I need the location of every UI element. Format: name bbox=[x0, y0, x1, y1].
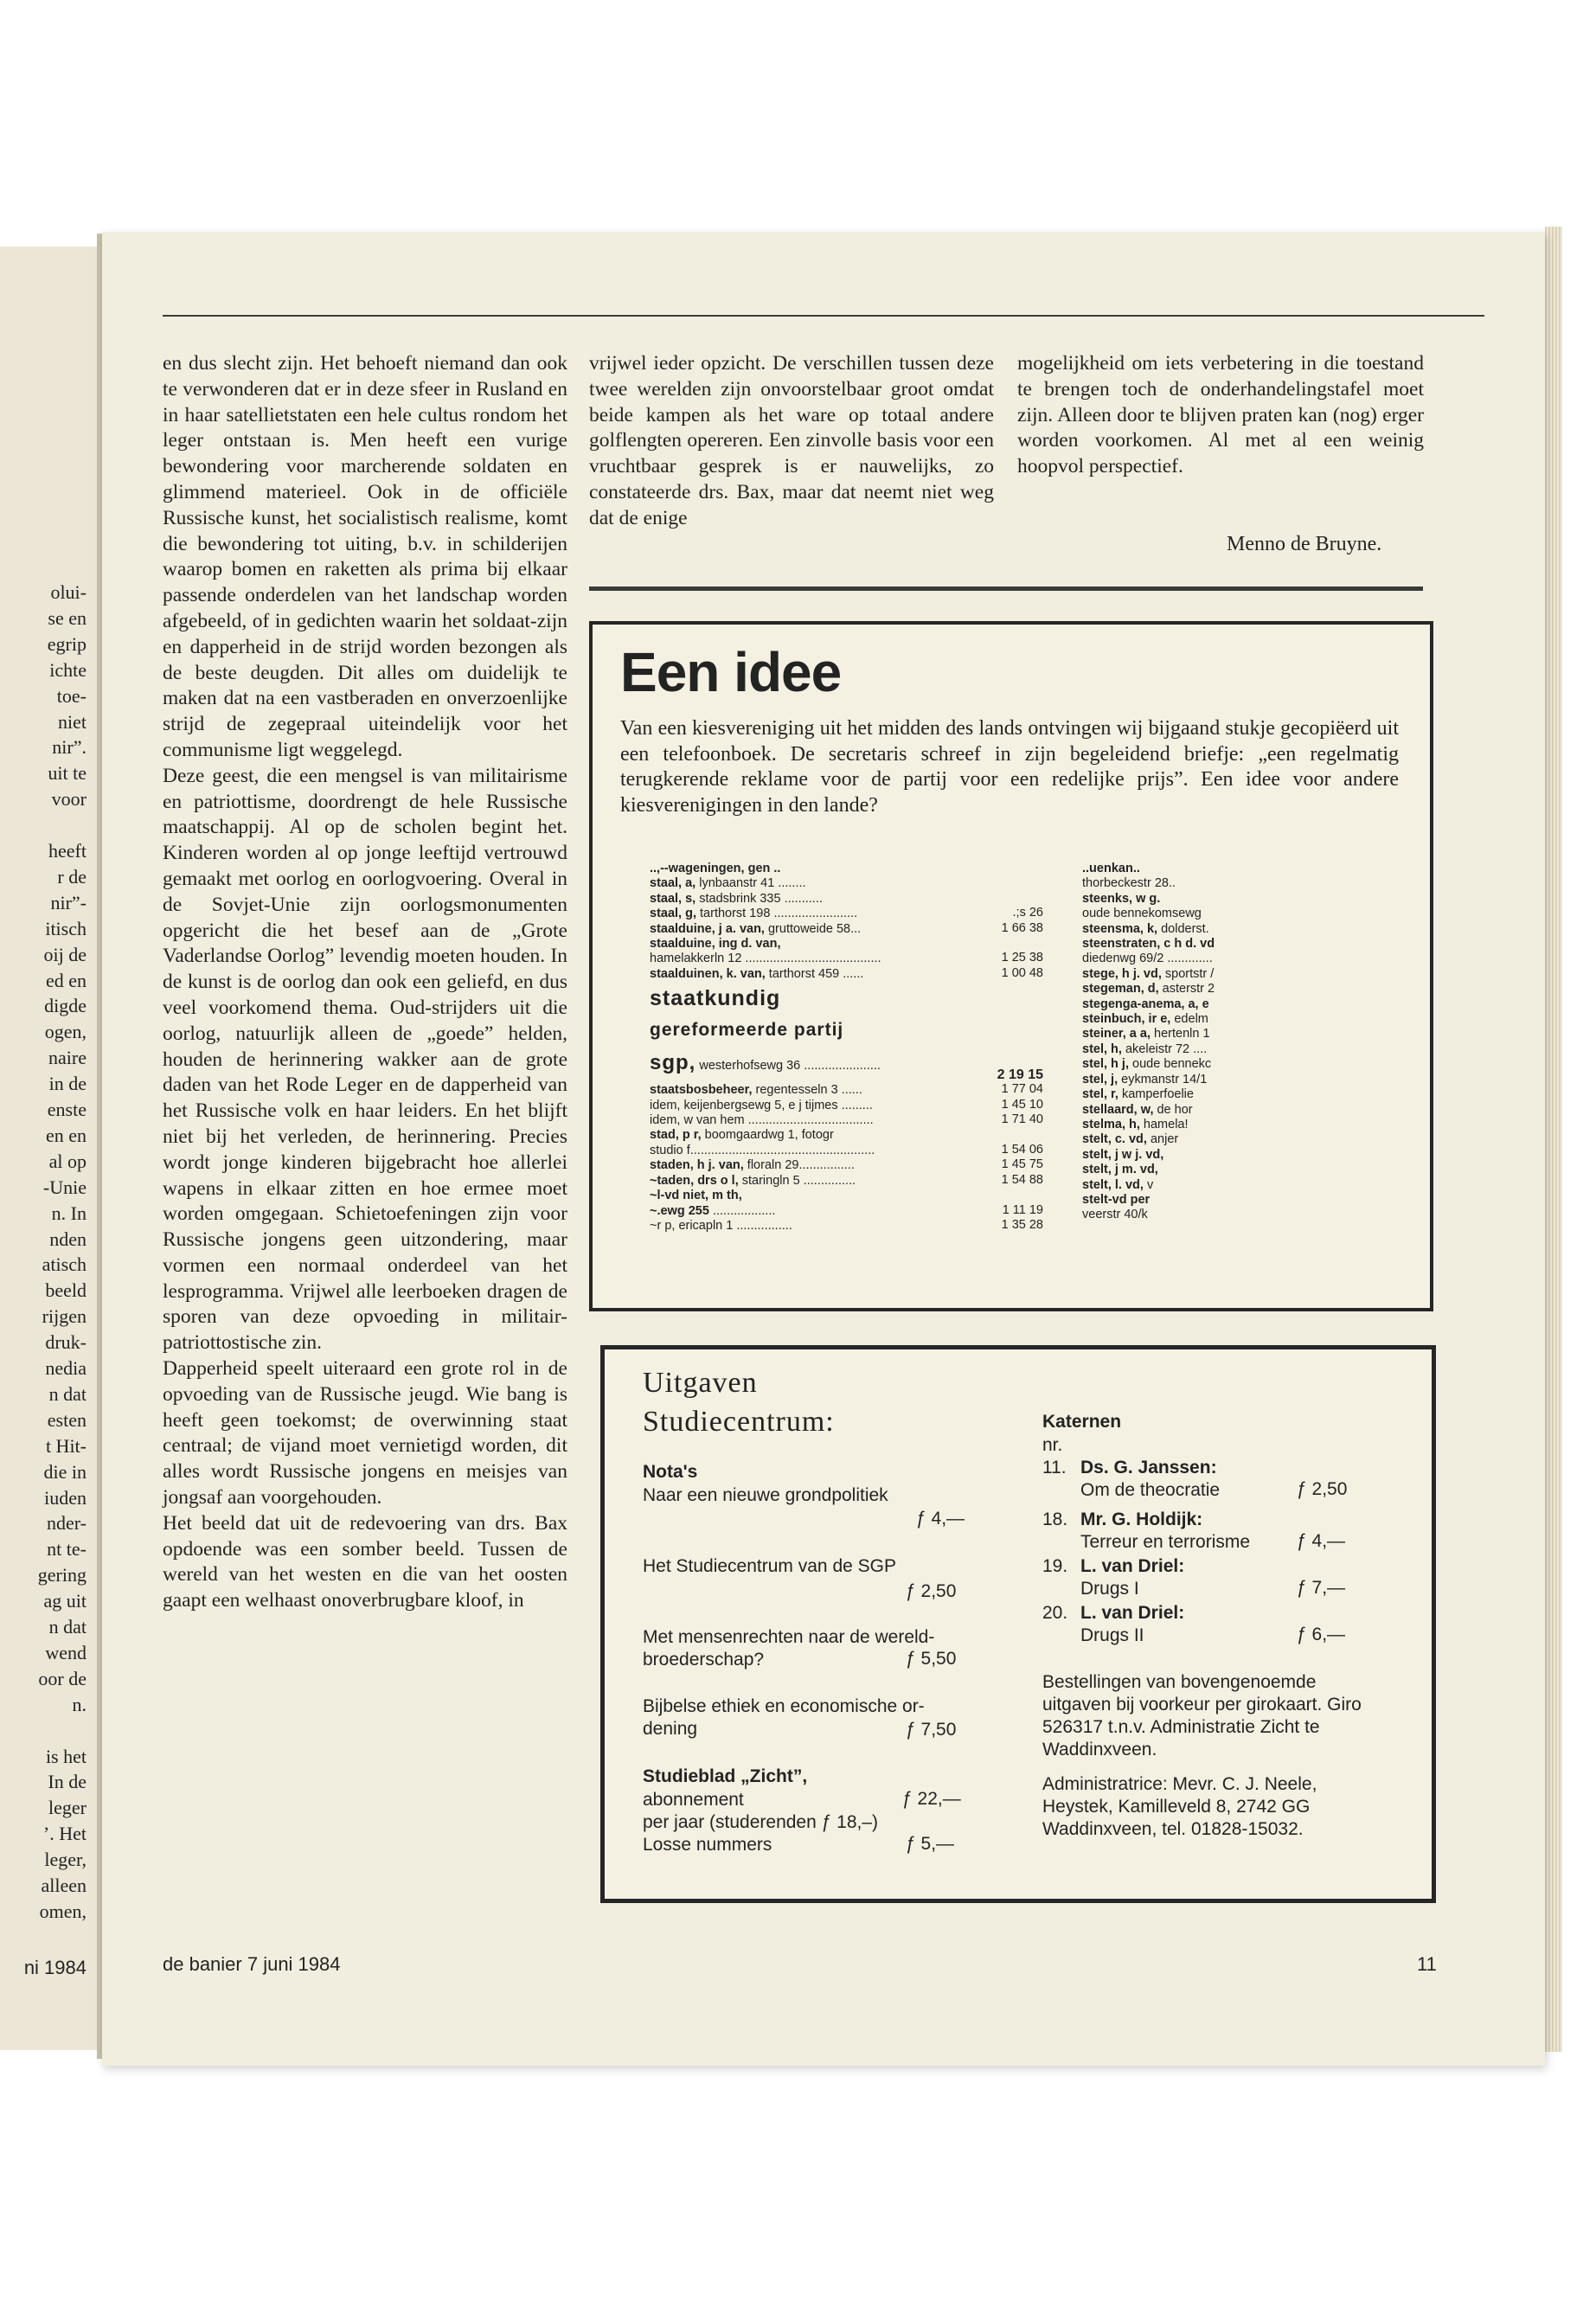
left-page-fragment: al op bbox=[48, 1150, 87, 1172]
left-page-fragment: oij de bbox=[43, 943, 87, 965]
left-page-fragment: se en bbox=[48, 606, 87, 629]
article-paragraph: Deze geest, die een mengsel is van militairisme en patriottisme, doordrengt de hele Russische maatschappij. Al op de scholen begint het. Kinderen worden al op jonge leeftijd vertrouwd gemaakt met oorlog en oorlogvoering. Overal in de Sovjet-Unie zijn oorlogsmonumenten opgericht die het besef aan de „Grote Vaderlandse Oorlog” levendig moeten houden. In de kunst is de oorlog dan ook een geliefd, en dus veel voorkomend thema. Oud-strijders uit die oorlog, natuurlijk alleen de „goede” helden, houden de herinnering wakker aan de grote daden van het Rode Leger en de dapperheid van het Russische volk en haar leiders. En het blijft niet bij het verleden, de herinnering. Precies wordt jonge kinderen bijgebracht hoe allerlei wapens in elkaar zitten en hoe ermee moet worden omgegaan. Schietoefeningen zijn voor Russische jongens geen uitzondering, maar vormen een normaal onderdeel van het lesprogramma. Vrijwel alle leerboeken dragen de sporen van deze opvoeding in militair-patriottostische zin. bbox=[163, 764, 567, 1355]
left-page-fragment: n. bbox=[72, 1693, 87, 1715]
top-rule bbox=[163, 315, 1484, 317]
katern-title: Drugs II bbox=[1080, 1625, 1144, 1645]
nota-title: Bijbelse ethiek en economische or- dening bbox=[643, 1696, 925, 1739]
katernen-nr-label: nr. bbox=[1042, 1435, 1063, 1455]
phonebook-number: 1 35 28 bbox=[1001, 1218, 1043, 1232]
left-page-fragment: niet bbox=[58, 710, 87, 733]
article-column-1 bbox=[163, 351, 567, 1614]
left-page-fragment: nir”- bbox=[50, 891, 87, 913]
phonebook-number: .;s 26 bbox=[1012, 906, 1043, 920]
phonebook-entry: staden, h j. van, floraln 29................ bbox=[650, 1158, 855, 1173]
katern-price: ƒ 6,— bbox=[1297, 1625, 1346, 1644]
studieblad-line: abonnement bbox=[643, 1790, 744, 1810]
left-page-fragment: uit te bbox=[48, 762, 87, 785]
nota-title: Het Studiecentrum van de SGP bbox=[643, 1556, 896, 1576]
uitgaven-box bbox=[600, 1345, 1436, 1903]
left-page-fragment: nder- bbox=[47, 1512, 87, 1535]
left-page-fragment: ’. Het bbox=[42, 1823, 87, 1845]
katern-number: 19. bbox=[1042, 1556, 1068, 1576]
phonebook-number: 1 00 48 bbox=[1001, 966, 1043, 980]
katern-number: 20. bbox=[1042, 1603, 1068, 1623]
left-page-fragment: die in bbox=[43, 1460, 87, 1483]
phonebook-entry: stelma, h, hamela! bbox=[1082, 1117, 1189, 1131]
left-page-fragment: nden bbox=[49, 1227, 87, 1250]
phonebook-number: 1 71 40 bbox=[1001, 1112, 1043, 1126]
phonebook-entry: steiner, a a, hertenln 1 bbox=[1082, 1027, 1210, 1042]
phonebook-entry: stellaard, w, de hor bbox=[1082, 1102, 1193, 1117]
phonebook-entry: stelt, j w j. vd, bbox=[1082, 1147, 1164, 1162]
phonebook-number: 2 19 15 bbox=[997, 1067, 1043, 1082]
phonebook-entry: stel, j, eykmanstr 14/1 bbox=[1082, 1072, 1208, 1086]
left-page-fragment: naire bbox=[48, 1047, 87, 1069]
left-page-fragment: rijgen bbox=[42, 1305, 87, 1328]
phonebook-entry: diedenwg 69/2 ............. bbox=[1082, 952, 1213, 966]
idee-body: Van een kiesvereniging uit het midden des lands ontvingen wij bijgaand stukje gecopiëerd uit een telefoonboek. De secretaris schreef in zijn begeleidend briefje: „een regelmatig terugkerende reklame voor de partij voor een redelijke prijs”. Een idee voor andere kiesverenigingen in den lande? bbox=[620, 717, 1399, 817]
idee-box bbox=[589, 621, 1433, 1311]
uitgaven-subtitle: Studiecentrum: bbox=[643, 1406, 835, 1438]
left-page-fragment: en en bbox=[45, 1124, 87, 1146]
phonebook-entry: steinbuch, ir e, edelm bbox=[1082, 1012, 1208, 1027]
katern-author: Ds. G. Janssen: bbox=[1080, 1458, 1217, 1477]
page-edges bbox=[1545, 227, 1562, 2052]
phonebook-entry: stel, h, akeleistr 72 .... bbox=[1082, 1042, 1208, 1056]
katern-author: Mr. G. Holdijk: bbox=[1080, 1509, 1203, 1529]
left-page-fragment: ed en bbox=[45, 969, 87, 991]
nota-price: ƒ 2,50 bbox=[906, 1581, 957, 1601]
left-page-fragment: esten bbox=[47, 1408, 87, 1431]
phonebook-entry: hamelakkerln 12 ....................................... bbox=[650, 952, 881, 966]
phonebook-right-column bbox=[1082, 862, 1281, 1223]
phonebook-entry: idem, keijenbergsewg 5, e j tijmes ......... bbox=[650, 1098, 873, 1112]
studieblad-heading: Studieblad „Zicht”, bbox=[643, 1766, 808, 1786]
left-page-fragment: leger bbox=[48, 1797, 87, 1819]
phonebook-entry: staatkundig bbox=[650, 986, 781, 1011]
bestellingen-text: Bestellingen van bovengenoemde uitgaven bij voorkeur per girokaart. Giro 526317 t.n.v. Administratie Zicht te Waddinxveen. bbox=[1042, 1672, 1362, 1759]
left-page-fragment: ichte bbox=[49, 658, 87, 681]
phonebook-number: 1 66 38 bbox=[1001, 921, 1043, 935]
article-column-2 bbox=[589, 351, 994, 532]
author-signature: Menno de Bruyne. bbox=[1227, 533, 1382, 555]
phonebook-entry: ..uenkan.. bbox=[1082, 862, 1140, 875]
phonebook-entry: idem, w van hem .................................... bbox=[650, 1113, 874, 1128]
katern-number: 18. bbox=[1042, 1509, 1068, 1529]
left-page-fragment: itisch bbox=[45, 917, 87, 939]
phonebook-entry: staal, a, lynbaanstr 41 ........ bbox=[650, 876, 806, 891]
phonebook-number: 1 25 38 bbox=[1001, 951, 1043, 965]
phonebook-entry: thorbeckestr 28.. bbox=[1082, 876, 1176, 891]
phonebook-clipping bbox=[650, 862, 1394, 1294]
left-page-fragment: alleen bbox=[41, 1875, 87, 1896]
phonebook-entry: staalduinen, k. van, tarthorst 459 ...... bbox=[650, 966, 864, 981]
magazine-page bbox=[102, 232, 1545, 2066]
phonebook-entry: stegenga-anema, a, e bbox=[1082, 997, 1209, 1011]
left-page-fragment: t Hit- bbox=[45, 1434, 87, 1457]
studieblad-line: Losse nummers bbox=[643, 1835, 772, 1855]
phonebook-entry: staalduine, j a. van, gruttoweide 58... bbox=[650, 921, 862, 936]
nota-price: ƒ 7,50 bbox=[906, 1720, 957, 1740]
phonebook-entry: stege, h j. vd, sportstr / bbox=[1082, 966, 1215, 981]
article-paragraph: vrijwel ieder opzicht. De verschillen tussen deze twee werelden zijn onvoorstelbaar groot omdat beide kampen als het ware op totaal andere golflengten opereren. Een zinvolle basis voor een vruchtbaar gesprek is er nauwelijks, zo constateerde drs. Bax, maar dat neemt niet weg dat de enige bbox=[589, 352, 994, 529]
left-page-fragment: oor de bbox=[38, 1667, 87, 1689]
katern-author: L. van Driel: bbox=[1080, 1556, 1185, 1576]
phonebook-number: 1 54 88 bbox=[1001, 1173, 1043, 1187]
phonebook-entry: staalduine, ing d. van, bbox=[650, 937, 781, 952]
phonebook-entry: veerstr 40/k bbox=[1082, 1208, 1148, 1222]
left-page-fragment: voor bbox=[51, 788, 87, 811]
left-page-footer: ni 1984 bbox=[23, 1957, 87, 1978]
phonebook-entry: stelt, c. vd, anjer bbox=[1082, 1132, 1179, 1147]
phonebook-entry: ..,--wageningen, gen .. bbox=[650, 862, 781, 875]
article-paragraph: en dus slecht zijn. Het behoeft niemand dan ook te verwonderen dat er in deze sfeer in Rusland en in haar satellietstaten een hele cultus rondom het leger ontstaan is. Men heeft een vurige bewondering voor marcherende soldaten en glimmend materieel. Ook in de officiële Russische kunst, het socialistisch realisme, komt die bewondering tot uiting, b.v. in schilderijen waarop bomen en raketten als prima bij elkaar passende onderdelen van het landschap worden afgebeeld, of in gedichten waarin het soldaat-zijn en dapperheid in de strijd worden bezongen als de beste deugden. Dit alles om duidelijk te maken dat na een vastberaden en onverzoenlijke strijd de zegepraal uiteindelijk voor het communisme ligt weggelegd. bbox=[163, 352, 567, 761]
phonebook-entry: stelt-vd per bbox=[1082, 1192, 1151, 1207]
uitgaven-title: Uitgaven bbox=[643, 1367, 758, 1399]
katern-price: ƒ 2,50 bbox=[1297, 1479, 1348, 1499]
katern-number: 11. bbox=[1042, 1458, 1067, 1477]
phonebook-number: 1 54 06 bbox=[1001, 1143, 1043, 1157]
phonebook-entry: stelt, l. vd, v bbox=[1082, 1177, 1154, 1192]
phonebook-entry: staal, g, tarthorst 198 ........................ bbox=[650, 907, 858, 921]
left-page-fragment: In de bbox=[48, 1771, 87, 1793]
nota-price: ƒ 4,— bbox=[916, 1509, 965, 1529]
katernen-heading: Katernen bbox=[1042, 1412, 1122, 1432]
phonebook-entry: staatsbosbeheer, regentesseln 3 ...... bbox=[650, 1083, 862, 1098]
left-page-fragment: toe- bbox=[56, 684, 87, 707]
katern-title: Om de theocratie bbox=[1080, 1480, 1221, 1500]
left-page-fragment: wend bbox=[45, 1641, 87, 1663]
section-rule bbox=[589, 586, 1423, 591]
katern-price: ƒ 7,— bbox=[1297, 1578, 1346, 1598]
nota-title: Naar een nieuwe grondpolitiek bbox=[643, 1485, 888, 1505]
left-page-fragment: egrip bbox=[47, 632, 87, 655]
phonebook-entry: stelt, j m. vd, bbox=[1082, 1163, 1158, 1177]
phonebook-entry: ~taden, drs o l, staringln 5 ............... bbox=[650, 1173, 856, 1188]
phonebook-entry: steensma, k, dolderst. bbox=[1082, 921, 1209, 936]
article-paragraph: Dapperheid speelt uiteraard een grote rol in de opvoeding van de Russische jeugd. Wie bang is heeft geen toekomst; de overwinning staat centraal; de vijand moet vernietigd worden, dit alles wordt Russische jongens en meisjes van jongsaf aan voorgehouden. bbox=[163, 1357, 567, 1509]
left-page-sliver bbox=[0, 247, 97, 2050]
left-page-fragment: druk- bbox=[45, 1331, 87, 1354]
article-paragraph: mogelijkheid om iets verbetering in die toestand te brengen toch de onderhandelingstafel moet zijn. Alleen door te blijven praten kan (nog) erger worden voorkomen. Al met al een weinig hoopvol perspectief. bbox=[1017, 352, 1424, 478]
left-page-fragment: -Unie bbox=[42, 1176, 87, 1198]
katern-price: ƒ 4,— bbox=[1297, 1531, 1346, 1551]
phonebook-entry: ~r p, ericapln 1 ................ bbox=[650, 1218, 792, 1233]
left-page-fragment: enste bbox=[47, 1099, 87, 1120]
phonebook-left-column bbox=[650, 862, 970, 1234]
phonebook-entry: stel, r, kamperfoelie bbox=[1082, 1087, 1194, 1102]
left-page-fragment: gering bbox=[37, 1564, 87, 1586]
left-page-fragment: n dat bbox=[48, 1382, 87, 1405]
left-page-fragment: beeld bbox=[45, 1279, 87, 1302]
left-page-fragment: nt te- bbox=[47, 1538, 87, 1561]
phonebook-entry: ~.ewg 255 .................. bbox=[650, 1203, 776, 1218]
left-page-fragment: olui- bbox=[50, 581, 87, 603]
phonebook-entry: ~l-vd niet, m th, bbox=[650, 1189, 742, 1203]
article-column-3 bbox=[1017, 351, 1424, 480]
phonebook-entry: oude bennekomsewg bbox=[1082, 907, 1202, 921]
studieblad-price: ƒ 5,— bbox=[906, 1834, 955, 1854]
left-page-fragment: n. In bbox=[51, 1202, 87, 1224]
phonebook-entry: studio f..................................................... bbox=[650, 1143, 875, 1157]
left-page-fragment: ogen, bbox=[44, 1021, 87, 1043]
left-page-fragment: r de bbox=[57, 865, 87, 888]
left-page-fragment: ag uit bbox=[43, 1590, 87, 1612]
left-page-fragment: iuden bbox=[44, 1486, 87, 1509]
left-page-fragment: in de bbox=[48, 1073, 87, 1095]
left-page-fragment: leger, bbox=[44, 1849, 87, 1871]
katern-title: Terreur en terrorisme bbox=[1080, 1532, 1251, 1552]
left-page-fragment: nir”. bbox=[52, 736, 87, 759]
phonebook-number: 1 45 10 bbox=[1001, 1098, 1043, 1112]
article-paragraph: Het beeld dat uit de redevoering van drs. Bax opdoende was een somber beeld. Tussen de wereld van het westen en die van het oosten gaapt een welhaast onoverbrugbare kloof, in bbox=[163, 1511, 567, 1612]
nota-title: Met mensenrechten naar de wereld- broederschap? bbox=[643, 1627, 935, 1670]
phonebook-number: 1 45 75 bbox=[1001, 1157, 1043, 1171]
katern-author: L. van Driel: bbox=[1080, 1603, 1185, 1623]
left-page-fragment: nedia bbox=[45, 1357, 87, 1379]
studieblad-price: ƒ 22,— bbox=[902, 1789, 961, 1809]
studieblad-line: per jaar (studerenden ƒ 18,–) bbox=[643, 1812, 879, 1832]
phonebook-entry: stad, p r, boomgaardwg 1, fotogr bbox=[650, 1128, 834, 1143]
phonebook-entry: staal, s, stadsbrink 335 ........... bbox=[650, 891, 823, 906]
idee-title: Een idee bbox=[620, 641, 842, 703]
page-number: 11 bbox=[1417, 1953, 1437, 1975]
administratrice-text: Administratrice: Mevr. C. J. Neele, Heystek, Kamilleveld 8, 2742 GG Waddinxveen, tel. 01828-15032. bbox=[1042, 1774, 1317, 1839]
left-page-fragment: omen, bbox=[39, 1900, 87, 1922]
phonebook-entry: steenstraten, c h d. vd bbox=[1082, 937, 1215, 952]
publication-footer: de banier 7 juni 1984 bbox=[163, 1953, 341, 1975]
left-page-fragment: atisch bbox=[42, 1253, 87, 1276]
phonebook-entry: steenks, w g. bbox=[1082, 891, 1161, 906]
phonebook-number: 1 11 19 bbox=[1002, 1203, 1043, 1217]
left-page-fragment: n dat bbox=[48, 1616, 87, 1638]
katern-title: Drugs I bbox=[1080, 1579, 1139, 1599]
left-page-fragment: digde bbox=[44, 995, 87, 1017]
phonebook-entry: stegeman, d, asterstr 2 bbox=[1082, 982, 1215, 997]
left-page-fragment: is het bbox=[45, 1745, 87, 1767]
phonebook-entry: sgp, westerhofsewg 36 ...................... bbox=[650, 1051, 881, 1075]
phonebook-entry: stel, h j, oude bennekc bbox=[1082, 1057, 1212, 1072]
left-page-fragment: heeft bbox=[48, 840, 87, 862]
nota-price: ƒ 5,50 bbox=[906, 1649, 957, 1669]
notas-heading: Nota's bbox=[643, 1462, 698, 1482]
phonebook-entry: gereformeerde partij bbox=[650, 1020, 844, 1041]
phonebook-number: 1 77 04 bbox=[1001, 1082, 1043, 1096]
